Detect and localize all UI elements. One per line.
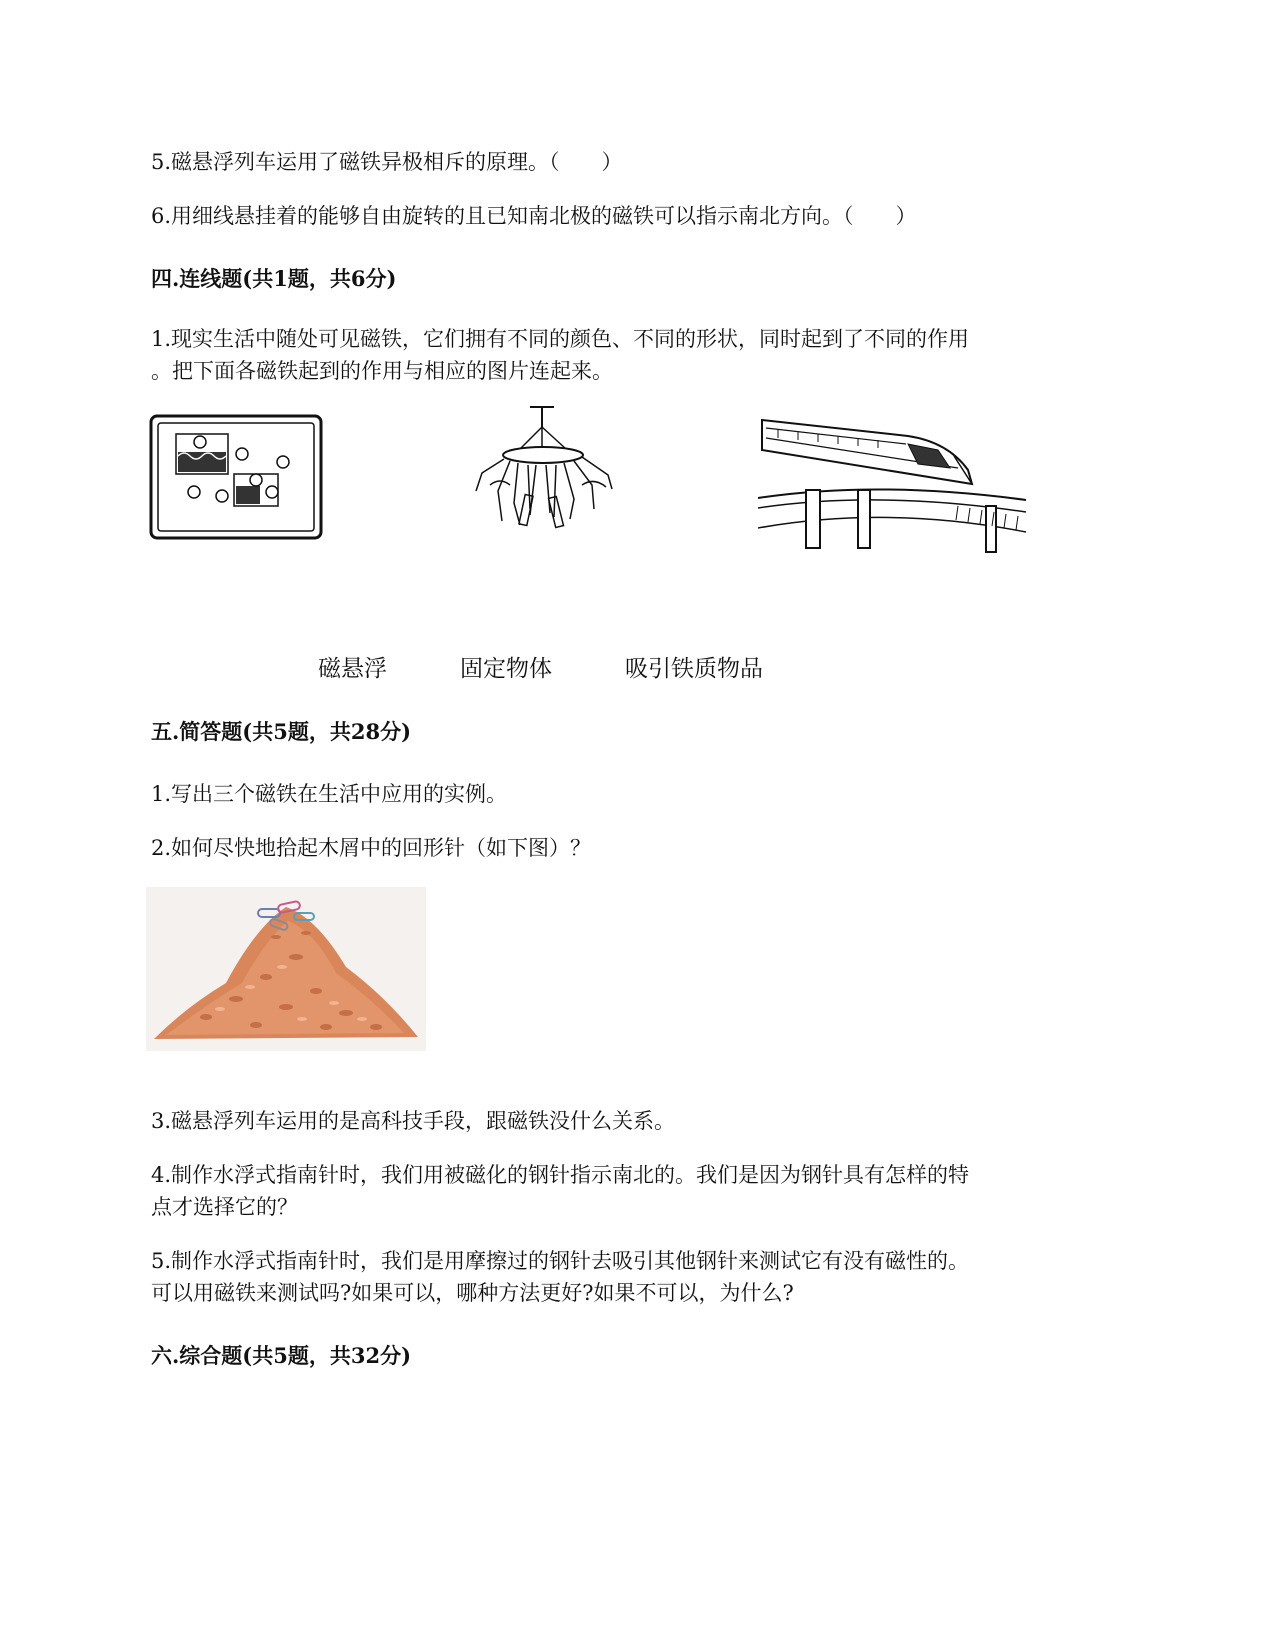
section-5-q2: 2.如何尽快地拾起木屑中的回形针（如下图）？ (151, 836, 592, 860)
section-4-q1-line2: 。把下面各磁铁起到的作用与相应的图片连起来。 (151, 359, 613, 383)
question-6: 6.用细线悬挂着的能够自由旋转的且已知南北极的磁铁可以指示南北方向。（ ） (151, 204, 917, 228)
section-5-q4-line2: 点才选择它的？ (151, 1195, 298, 1219)
section-5-q5-line2: 可以用磁铁来测试吗?如果可以，哪种方法更好?如果不可以，为什么? (151, 1281, 794, 1305)
section-4-heading: 四.连线题(共1题，共6分) (151, 266, 397, 291)
maglev-train-icon (758, 410, 1028, 555)
label-attract-iron: 吸引铁质物品 (625, 656, 763, 682)
section-5-q1: 1.写出三个磁铁在生活中应用的实例。 (151, 782, 508, 806)
whiteboard-magnets-icon (148, 412, 326, 542)
label-maglev: 磁悬浮 (318, 656, 387, 682)
section-5-q4-line1: 4.制作水浮式指南针时，我们用被磁化的钢针指示南北的。我们是因为钢针具有怎样的特 (151, 1163, 970, 1187)
question-5: 5.磁悬浮列车运用了磁铁异极相斥的原理。（ ） (151, 150, 623, 174)
wood-shavings-photo (146, 887, 426, 1051)
section-5-q3: 3.磁悬浮列车运用的是高科技手段，跟磁铁没什么关系。 (151, 1109, 676, 1133)
crane-magnet-icon (470, 405, 620, 540)
label-fix-object: 固定物体 (460, 656, 552, 682)
section-4-q1-line1: 1.现实生活中随处可见磁铁，它们拥有不同的颜色、不同的形状，同时起到了不同的作用 (151, 327, 970, 351)
section-5-q5-line1: 5.制作水浮式指南针时，我们是用摩擦过的钢针去吸引其他钢针来测试它有没有磁性的。 (151, 1249, 970, 1273)
section-6-heading: 六.综合题(共5题，共32分) (151, 1343, 412, 1368)
section-5-heading: 五.简答题(共5题，共28分) (151, 719, 412, 744)
